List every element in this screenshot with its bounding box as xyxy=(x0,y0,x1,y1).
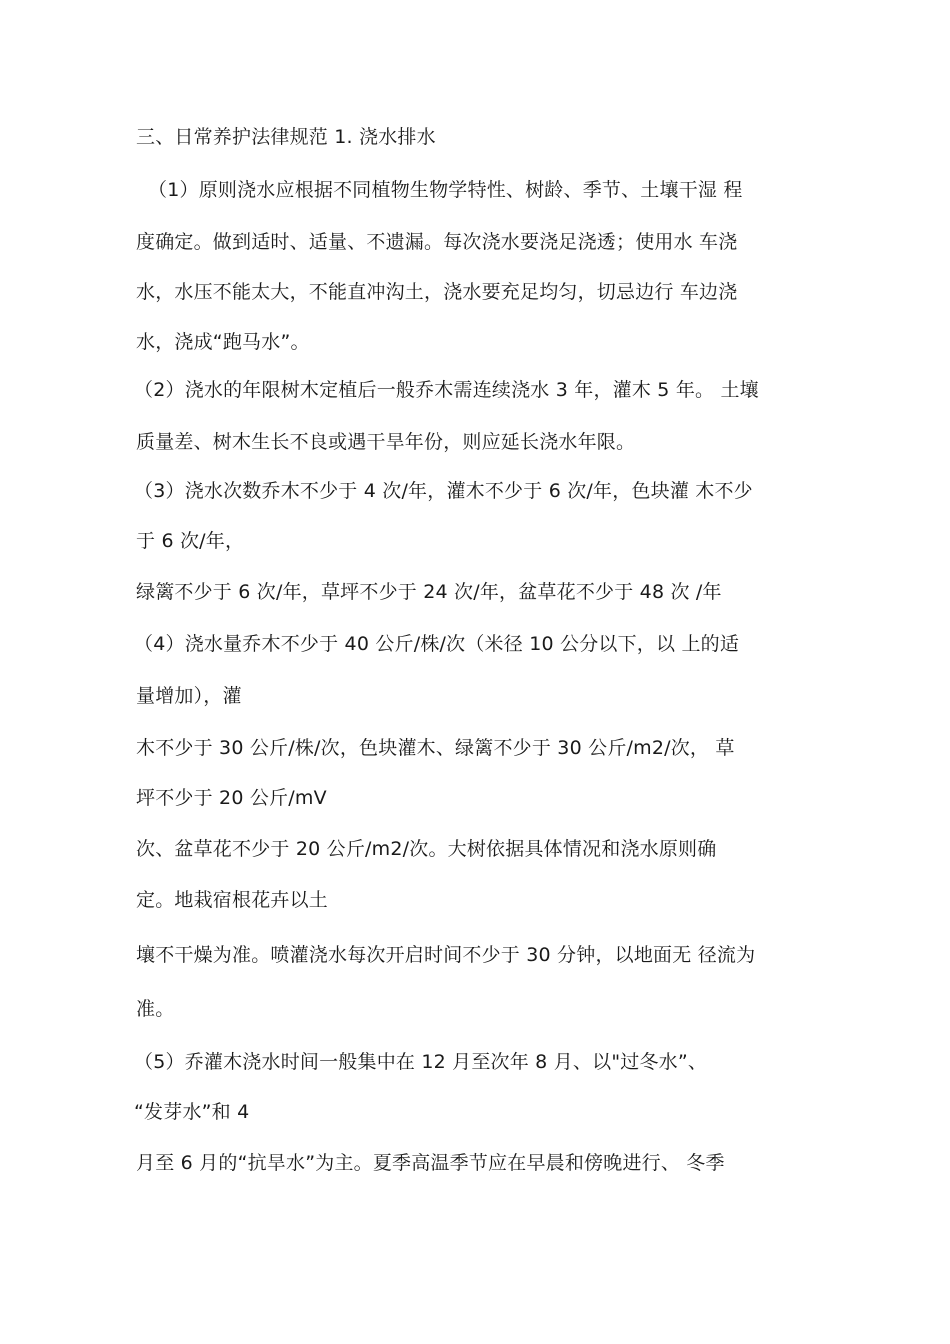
paragraph-line: 定。地栽宿根花卉以土 xyxy=(136,889,329,911)
paragraph-line: 壤不干燥为准。喷灌浇水每次开启时间不少于 30 分钟，以地面无 径流为 xyxy=(136,944,756,966)
paragraph-line: （4）浇水量乔木不少于 40 公斤/株/次（米径 10 公分以下，以 上的适 xyxy=(134,633,740,655)
paragraph-line: 次、盆草花不少于 20 公斤/m2/次。大树依据具体情况和浇水原则确 xyxy=(136,838,717,860)
paragraph-line: 度确定。做到适时、适量、不遗漏。每次浇水要浇足浇透；使用水 车浇 xyxy=(136,231,738,253)
paragraph-line: 水，浇成“跑马水”。 xyxy=(136,331,310,353)
paragraph-line: 于 6 次/年， xyxy=(136,530,245,552)
paragraph-line: （2）浇水的年限树木定植后一般乔木需连续浇水 3 年，灌木 5 年。 土壤 xyxy=(134,379,759,401)
paragraph-line: 木不少于 30 公斤/株/次，色块灌木、绿篱不少于 30 公斤/m2/次， 草 xyxy=(136,737,735,759)
paragraph-line: 量增加），灌 xyxy=(136,685,242,707)
paragraph-line: 坪不少于 20 公斤/mV xyxy=(136,787,327,809)
paragraph-line: （1）原则浇水应根据不同植物生物学特性、树龄、季节、土壤干湿 程 xyxy=(148,179,743,201)
paragraph-line: 准。 xyxy=(136,998,175,1020)
paragraph-line: （5）乔灌木浇水时间一般集中在 12 月至次年 8 月、以"过冬水”、 xyxy=(134,1051,708,1073)
paragraph-line: （3）浇水次数乔木不少于 4 次/年，灌木不少于 6 次/年，色块灌 木不少 xyxy=(134,480,753,502)
paragraph-line: 水，水压不能太大，不能直冲沟土，浇水要充足均匀，切忌边行 车边浇 xyxy=(136,281,738,303)
paragraph-line: 质量差、树木生长不良或遇干旱年份，则应延长浇水年限。 xyxy=(136,431,636,453)
paragraph-line: 月至 6 月的“抗旱水”为主。夏季高温季节应在早晨和傍晚进行、 冬季 xyxy=(136,1152,725,1174)
paragraph-line: 绿篱不少于 6 次/年，草坪不少于 24 次/年，盆草花不少于 48 次 /年 xyxy=(136,581,722,603)
paragraph-line: “发芽水”和 4 xyxy=(134,1101,250,1123)
section-heading: 三、日常养护法律规范 1. 浇水排水 xyxy=(136,126,436,148)
